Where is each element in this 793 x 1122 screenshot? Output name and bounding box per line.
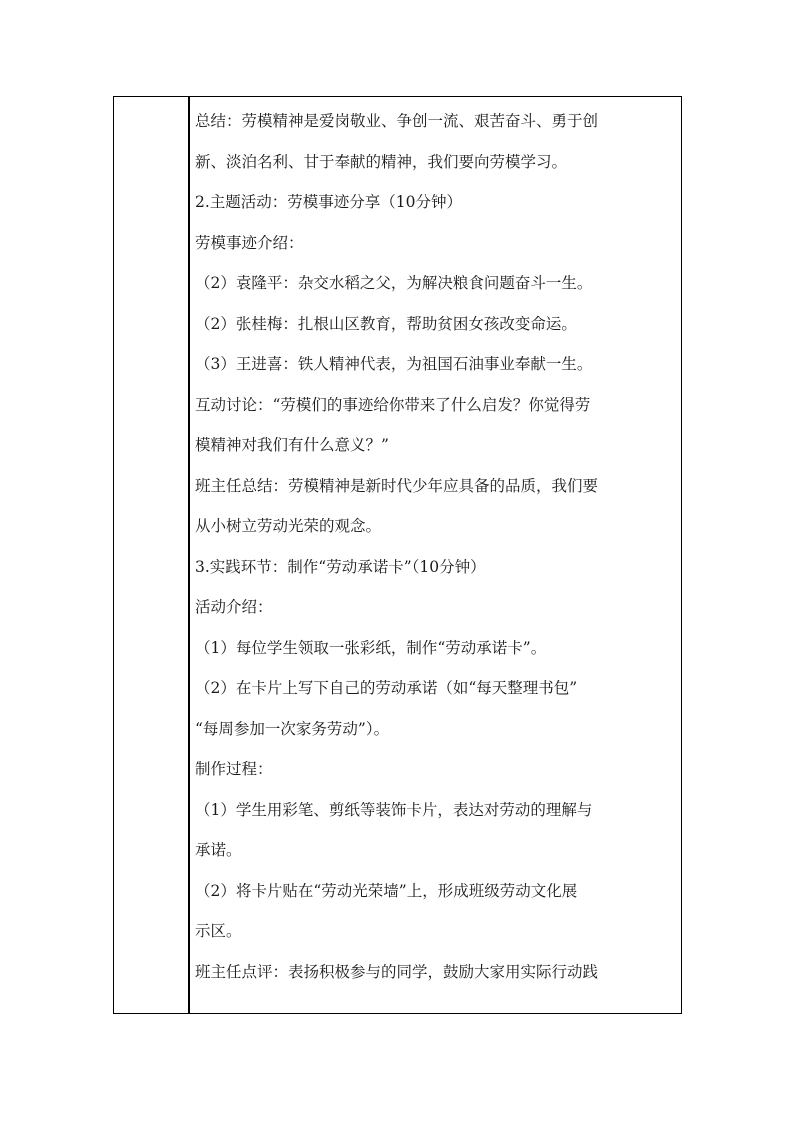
- text-line: 班主任点评：表扬积极参与的同学，鼓励大家用实际行动践: [195, 962, 599, 981]
- text-line: 模精神对我们有什么意义？”: [195, 436, 389, 454]
- text-line: （2）袁隆平：杂交水稻之父，为解决粮食问题奋斗一生。: [195, 274, 593, 292]
- lesson-plan-table: [113, 96, 682, 1014]
- text-line: （1）每位学生领取一张彩纸，制作“劳动承诺卡”。: [195, 638, 547, 657]
- column-divider: [188, 97, 190, 1013]
- text-line: 互动讨论：“劳模们的事迹给你带来了什么启发？你觉得劳: [195, 395, 591, 414]
- text-line: 2.主题活动：劳模事迹分享（10分钟）: [195, 193, 463, 211]
- text-line: （2）张桂梅：扎根山区教育，帮助贫困女孩改变命运。: [195, 314, 577, 333]
- table-content-cell: [195, 101, 677, 992]
- text-line: 制作过程：: [195, 760, 273, 778]
- table-label-cell: [114, 97, 188, 1013]
- text-line: 班主任总结：劳模精神是新时代少年应具备的品质，我们要: [195, 476, 599, 495]
- text-line: 示区。: [195, 922, 242, 940]
- text-line: 从小树立劳动光荣的观念。: [195, 517, 382, 535]
- text-line: 承诺。: [195, 841, 242, 859]
- text-line: （1）学生用彩笔、剪纸等装饰卡片，表达对劳动的理解与: [195, 800, 593, 819]
- text-line: （2）在卡片上写下自己的劳动承诺（如“每天整理书包”: [195, 679, 578, 697]
- text-line: “每周参加一次家务劳动”）。: [195, 719, 390, 738]
- text-line: 活动介绍：: [195, 598, 273, 616]
- text-line: 新、淡泊名利、甘于奉献的精神，我们要向劳模学习。: [195, 152, 568, 171]
- text-line: 劳模事迹介绍：: [195, 233, 304, 252]
- text-line: （3）王进喜：铁人精神代表，为祖国石油事业奉献一生。: [195, 355, 593, 373]
- text-line: （2）将卡片贴在“劳动光荣墙”上，形成班级劳动文化展: [195, 881, 578, 900]
- text-line: 3.实践环节：制作“劳动承诺卡”（10分钟）: [195, 557, 486, 576]
- text-line: 总结：劳模精神是爱岗敬业、争创一流、艰苦奋斗、勇于创: [195, 112, 599, 130]
